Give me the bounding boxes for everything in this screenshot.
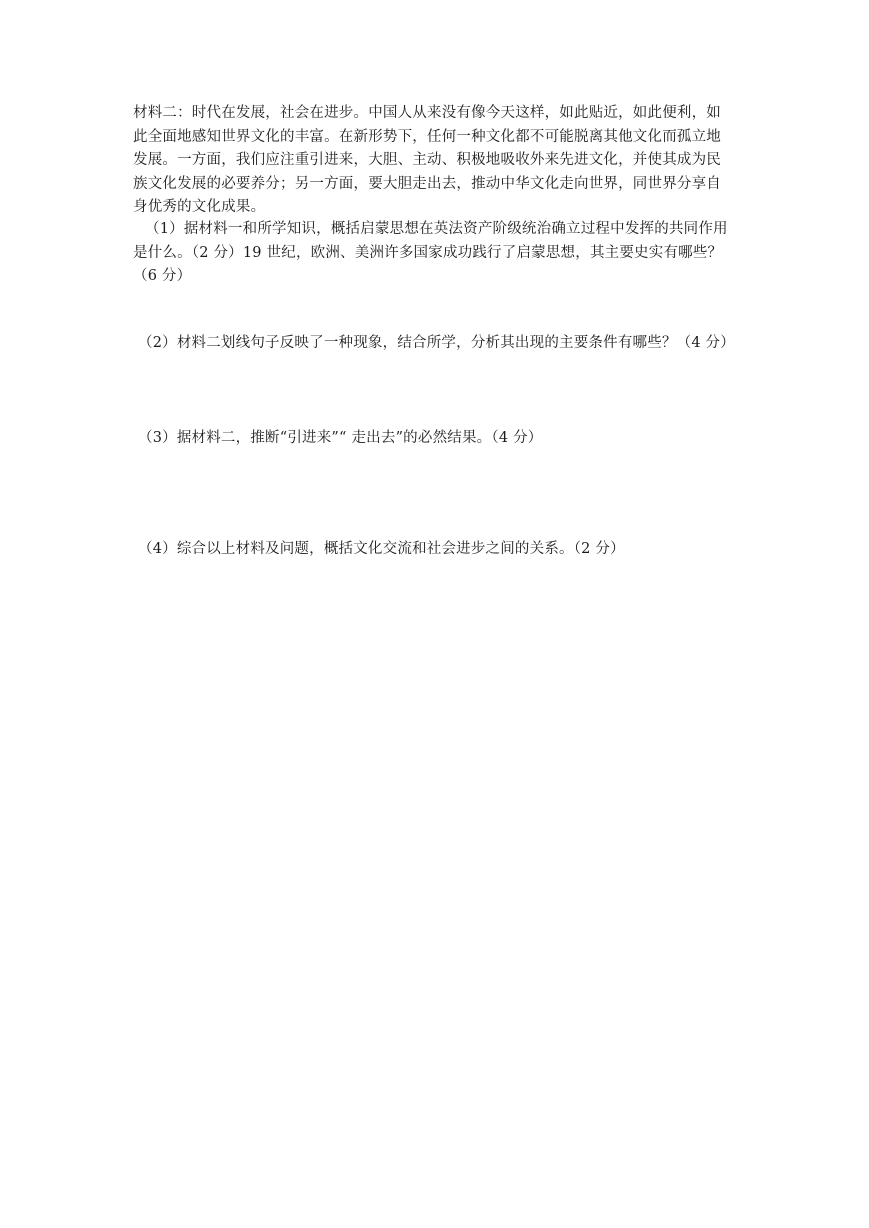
answer-space-2 (133, 360, 743, 420)
material-line: 发展。一方面，我们应注重引进来，大胆、主动、积极地吸收外来先进文化，并使其成为民 (133, 152, 721, 168)
material-two-passage (133, 102, 743, 220)
question-3: （3）据材料二，推断“引进来”“ 走出去”的必然结果。（4 分） (138, 430, 543, 446)
material-line: 族文化发展的必要养分；另一方面，要大胆走出去，推动中华文化走向世界，同世界分享自 (133, 175, 721, 192)
question-1-line: （6 分） (133, 268, 192, 284)
material-line: 身优秀的文化成果。 (133, 199, 266, 215)
question-2: （2）材料二划线句子反映了一种现象，结合所学，分析其出现的主要条件有哪些？（4 分） (138, 335, 735, 351)
material-line: 此全面地感知世界文化的丰富。在新形势下，任何一种文化都不可能脱离其他文化而孤立地 (133, 128, 721, 145)
question-4: （4）综合以上材料及问题，概括文化交流和社会进步之间的关系。（2 分） (138, 541, 625, 557)
answer-space-1 (133, 290, 743, 330)
answer-space-3 (133, 455, 743, 530)
material-line: 材料二：时代在发展，社会在进步。中国人从来没有像今天这样，如此贴近，如此便利，如 (133, 105, 721, 121)
answer-space-4 (133, 566, 743, 1166)
question-1-line: （1）据材料一和所学知识，概括启蒙思想在英法资产阶级统治确立过程中发挥的共同作用 (145, 221, 728, 237)
question-1-line: 是什么。（2 分）19 世纪，欧洲、美洲许多国家成功践行了启蒙思想，其主要史实有哪些？ (133, 244, 723, 261)
question-1 (133, 218, 743, 289)
